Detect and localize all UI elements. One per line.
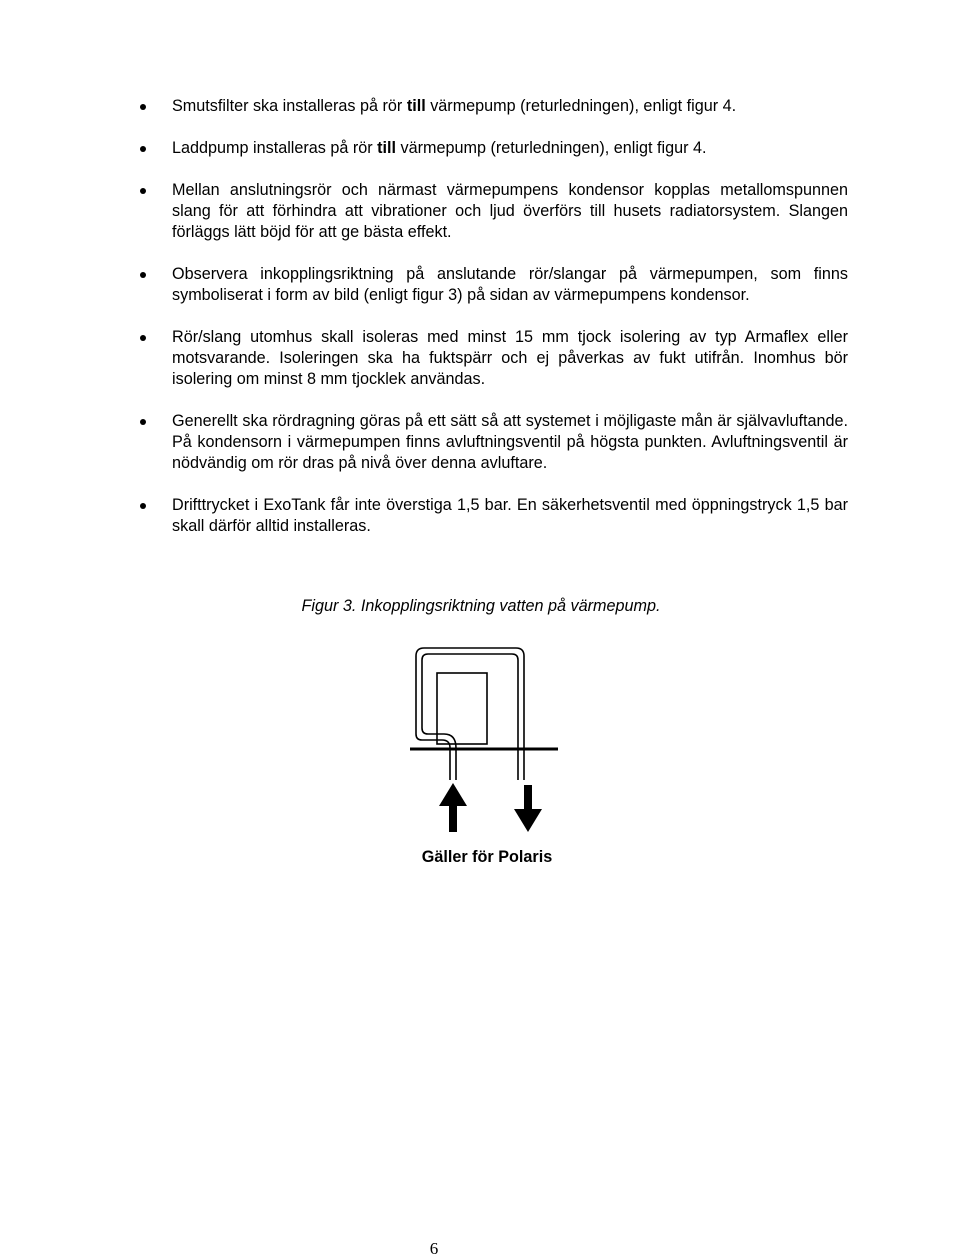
bullet-icon: [140, 104, 146, 110]
item-text: Generellt ska rördragning göras på ett sätt så att systemet i möjligaste mån är självavluftande. På kondensorn i värmepumpen finns avluftningsventil på högsta punkten. Avluftningsventil är nödvändig om rör dras på nivå över denna avluftare.: [172, 412, 848, 472]
page-number: 6: [429, 1239, 439, 1258]
list-item: [138, 96, 848, 117]
bullet-icon: [140, 419, 146, 425]
item-bold: till: [406, 97, 426, 115]
connection-diagram: [400, 640, 570, 840]
arrow-down-icon: [514, 785, 542, 832]
bullet-icon: [140, 272, 146, 278]
pipe-outer: [416, 648, 524, 780]
list-item: [138, 327, 848, 390]
bullet-icon: [140, 188, 146, 194]
bullet-list: [138, 96, 848, 558]
item-text-after: värmepump (returledningen), enligt figur 4.: [396, 139, 707, 157]
item-text: Mellan anslutningsrör och närmast värmepumpens kondensor kopplas metallomspunnen slang för att förhindra att vibrationer och ljud överförs till husets radiatorsystem. Slangen förläggs lätt böjd för att ge bästa effekt.: [172, 181, 848, 241]
item-text: Observera inkopplingsriktning på anslutande rör/slangar på värmepumpen, som finns symboliserat i form av bild (enligt figur 3) på sidan av värmepumpens kondensor.: [172, 265, 848, 304]
item-text: Rör/slang utomhus skall isoleras med minst 15 mm tjock isolering av typ Armaflex eller motsvarande. Isoleringen ska ha fuktspärr och ej påverkas av fukt utifrån. Inomhus bör isolering om minst 8 mm tjocklek användas.: [172, 328, 848, 388]
figure-label: Gäller för Polaris: [421, 848, 553, 866]
list-item: [138, 495, 848, 537]
item-text-after: värmepump (returledningen), enligt figur 4.: [425, 97, 737, 115]
list-item: [138, 180, 848, 243]
item-text: Drifttrycket i ExoTank får inte överstiga 1,5 bar. En säkerhetsventil med öppningstryck 1,5 bar skall därför alltid installeras.: [172, 496, 848, 535]
item-text: Laddpump installeras på rör: [172, 139, 378, 157]
item-text: Smutsfilter ska installeras på rör: [172, 97, 407, 115]
list-item: [138, 411, 848, 474]
bullet-icon: [140, 503, 146, 509]
item-bold: till: [377, 139, 397, 157]
list-item: [138, 264, 848, 306]
figure-caption: Figur 3. Inkopplingsriktning vatten på värmepump.: [301, 597, 661, 615]
arrow-up-icon: [439, 783, 467, 832]
bullet-icon: [140, 146, 146, 152]
bullet-icon: [140, 335, 146, 341]
list-item: [138, 138, 848, 159]
